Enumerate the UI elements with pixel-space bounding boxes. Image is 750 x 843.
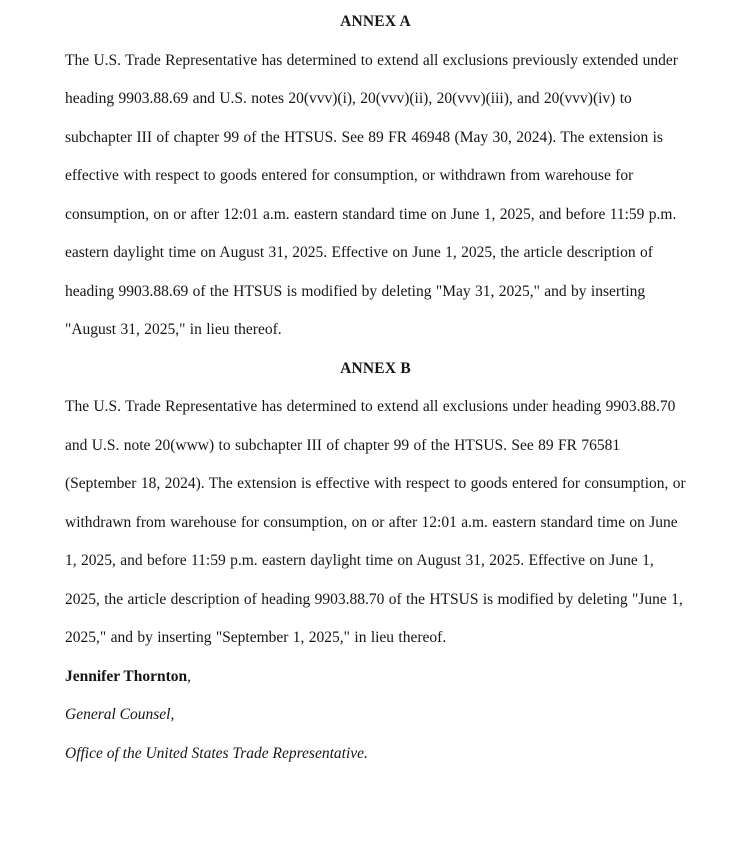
annex-a-heading: ANNEX A: [340, 13, 411, 30]
signature-name-line: [65, 658, 686, 697]
signature-block: [65, 658, 686, 774]
annex-b-paragraph: The U.S. Trade Representative has determined to extend all exclusions under heading 9903.88.70 and U.S. note 20(www) to subchapter III of chapter 99 of the HTSUS. See 89 FR 76581 (September 18, 2024). The extension is effective with respect to goods entered for consumption, or withdrawn from warehouse for consumption, on or after 12:01 a.m. eastern standard time on June 1, 2025, and before 11:59 p.m. eastern daylight time on August 31, 2025. Effective on June 1, 2025, the article description of heading 9903.88.70 of the HTSUS is modified by deleting "June 1, 2025," and by inserting "September 1, 2025," in lieu thereof.: [65, 398, 686, 646]
signature-office: Office of the United States Trade Representative.: [65, 744, 368, 762]
annex-a-paragraph: The U.S. Trade Representative has determined to extend all exclusions previously extended under heading 9903.88.69 and U.S. notes 20(vvv)(i), 20(vvv)(ii), 20(vvv)(iii), and 20(vvv)(iv) to subchapter III of chapter 99 of the HTSUS. See 89 FR 46948 (May 30, 2024). The extension is effective with respect to goods entered for consumption, or withdrawn from warehouse for consumption, on or after 12:01 a.m. eastern standard time on June 1, 2025, and before 11:59 p.m. eastern daylight time on August 31, 2025. Effective on June 1, 2025, the article description of heading 9903.88.69 of the HTSUS is modified by deleting "May 31, 2025," and by inserting "August 31, 2025," in lieu thereof.: [65, 51, 678, 338]
signature-title: General Counsel,: [65, 706, 175, 723]
signature-name: Jennifer Thornton: [65, 667, 188, 685]
annex-b-heading: ANNEX B: [340, 359, 411, 377]
signature-name-suffix: ,: [187, 667, 192, 685]
